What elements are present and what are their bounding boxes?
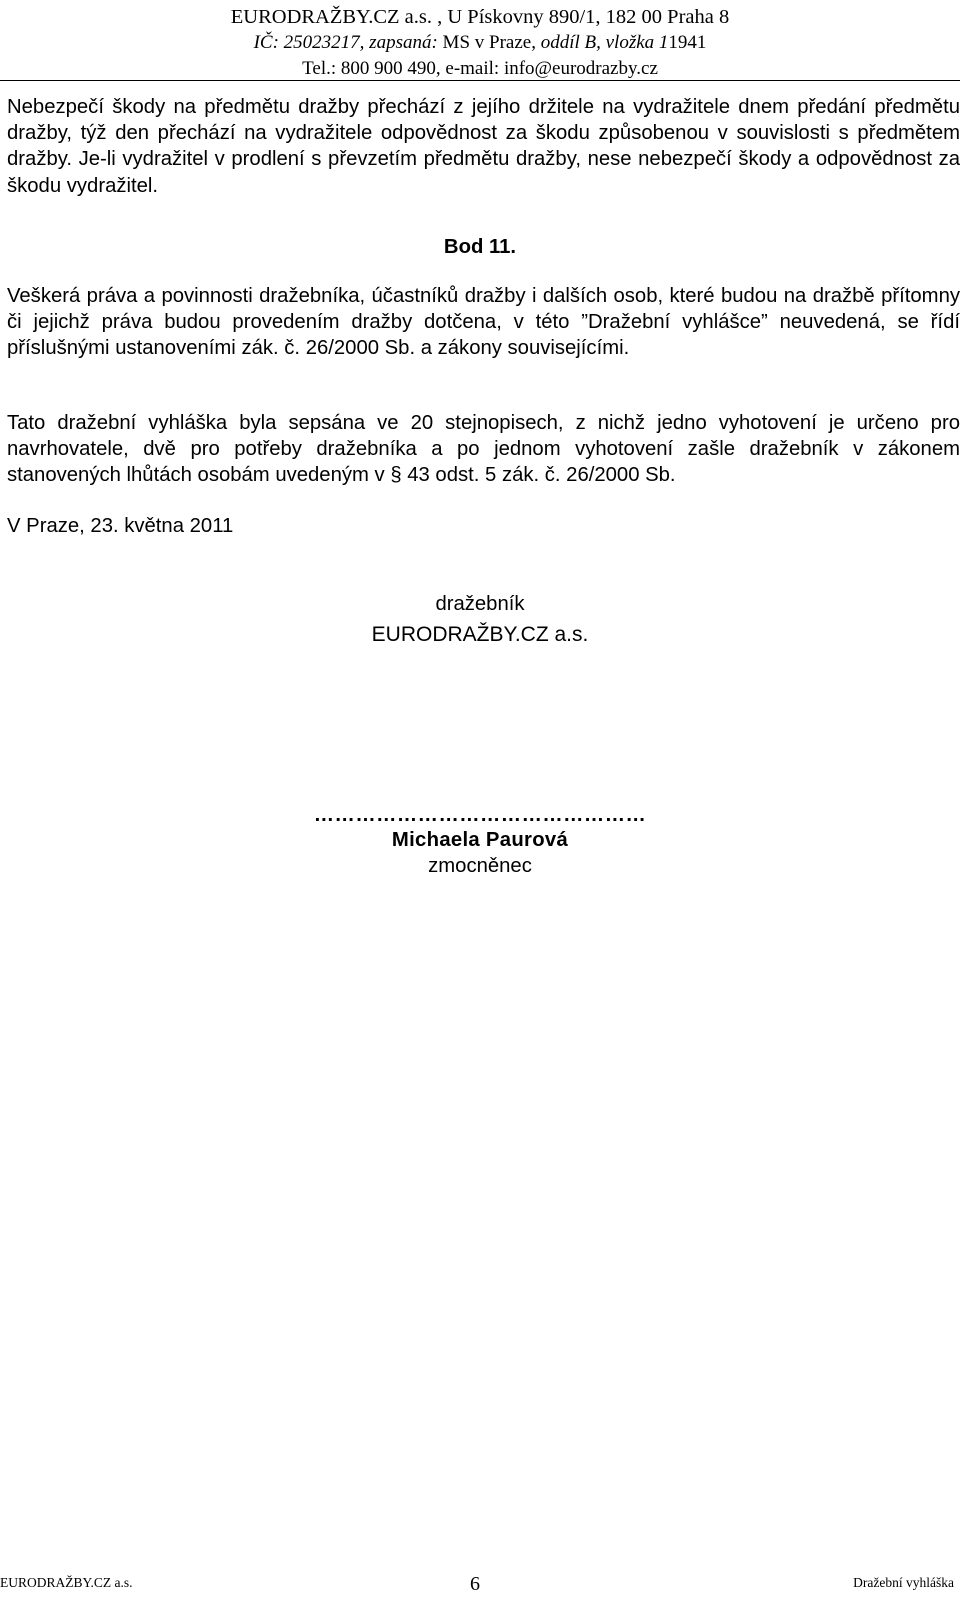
place-and-date: V Praze, 23. května 2011 — [7, 515, 234, 537]
header-registration-court: MS v Praze, — [437, 32, 541, 53]
paragraph-rights-obligations: Veškerá práva a povinnosti dražebníka, účastníků dražby i dalších osob, které budou na dražbě přítomny či jejichž práva budou provedením dražby dotčena, v této ”Dražební vyhlášce” neuvedená, se řídí příslušnými ustanoveními zák. č. 26/2000 Sb. a zákony souvisejícími. — [7, 285, 960, 360]
header-divider — [0, 80, 960, 81]
header-company-address: EURODRAŽBY.CZ a.s. , U Pískovny 890/1, 182 00 Praha 8 — [230, 6, 730, 28]
signer-title: zmocněnec — [428, 855, 532, 877]
header-registration-section: oddíl B, vložka 1 — [540, 32, 669, 53]
paragraph-risk-of-damage: Nebezpečí škody na předmětu dražby přechází z jejího držitele na vydražitele dnem předání předmětu dražby, týž den přechází na vydražitele odpovědnost za škodu způsobenou v souvislosti s předmětem dražby. Je-li vydražitel v prodlení s převzetím předmětu dražby, nese nebezpečí škody a odpovědnost za škodu vydražitel. — [7, 96, 960, 197]
header-registration — [0, 30, 960, 56]
signature-line: ………………………………………… — [313, 804, 647, 826]
signer-name: Michaela Paurová — [391, 829, 569, 851]
footer-company: EURODRAŽBY.CZ a.s. — [0, 1575, 133, 1590]
footer-document-title: Dražební vyhláška — [853, 1575, 954, 1590]
header-contact: Tel.: 800 900 490, e-mail: info@eurodrazby.cz — [302, 58, 658, 79]
page-number: 6 — [470, 1573, 480, 1595]
paragraph-copies: Tato dražební vyhláška byla sepsána ve 20 stejnopisech, z nichž jedno vyhotovení je určeno pro navrhovatele, dvě pro potřeby dražebníka a po jednom vyhotovení zašle dražebník v zákonem stanovených lhůtách osobám uvedeným v § 43 odst. 5 zák. č. 26/2000 Sb. — [7, 412, 960, 487]
header-registration-ic: IČ: 25023217, zapsaná: — [253, 32, 438, 53]
header-registration-number: 1941 — [668, 32, 707, 53]
document-header — [0, 4, 960, 82]
section-heading: Bod 11. — [443, 236, 517, 258]
signature-company: EURODRAŽBY.CZ a.s. — [371, 623, 589, 646]
signature-role: dražebník — [435, 593, 525, 615]
